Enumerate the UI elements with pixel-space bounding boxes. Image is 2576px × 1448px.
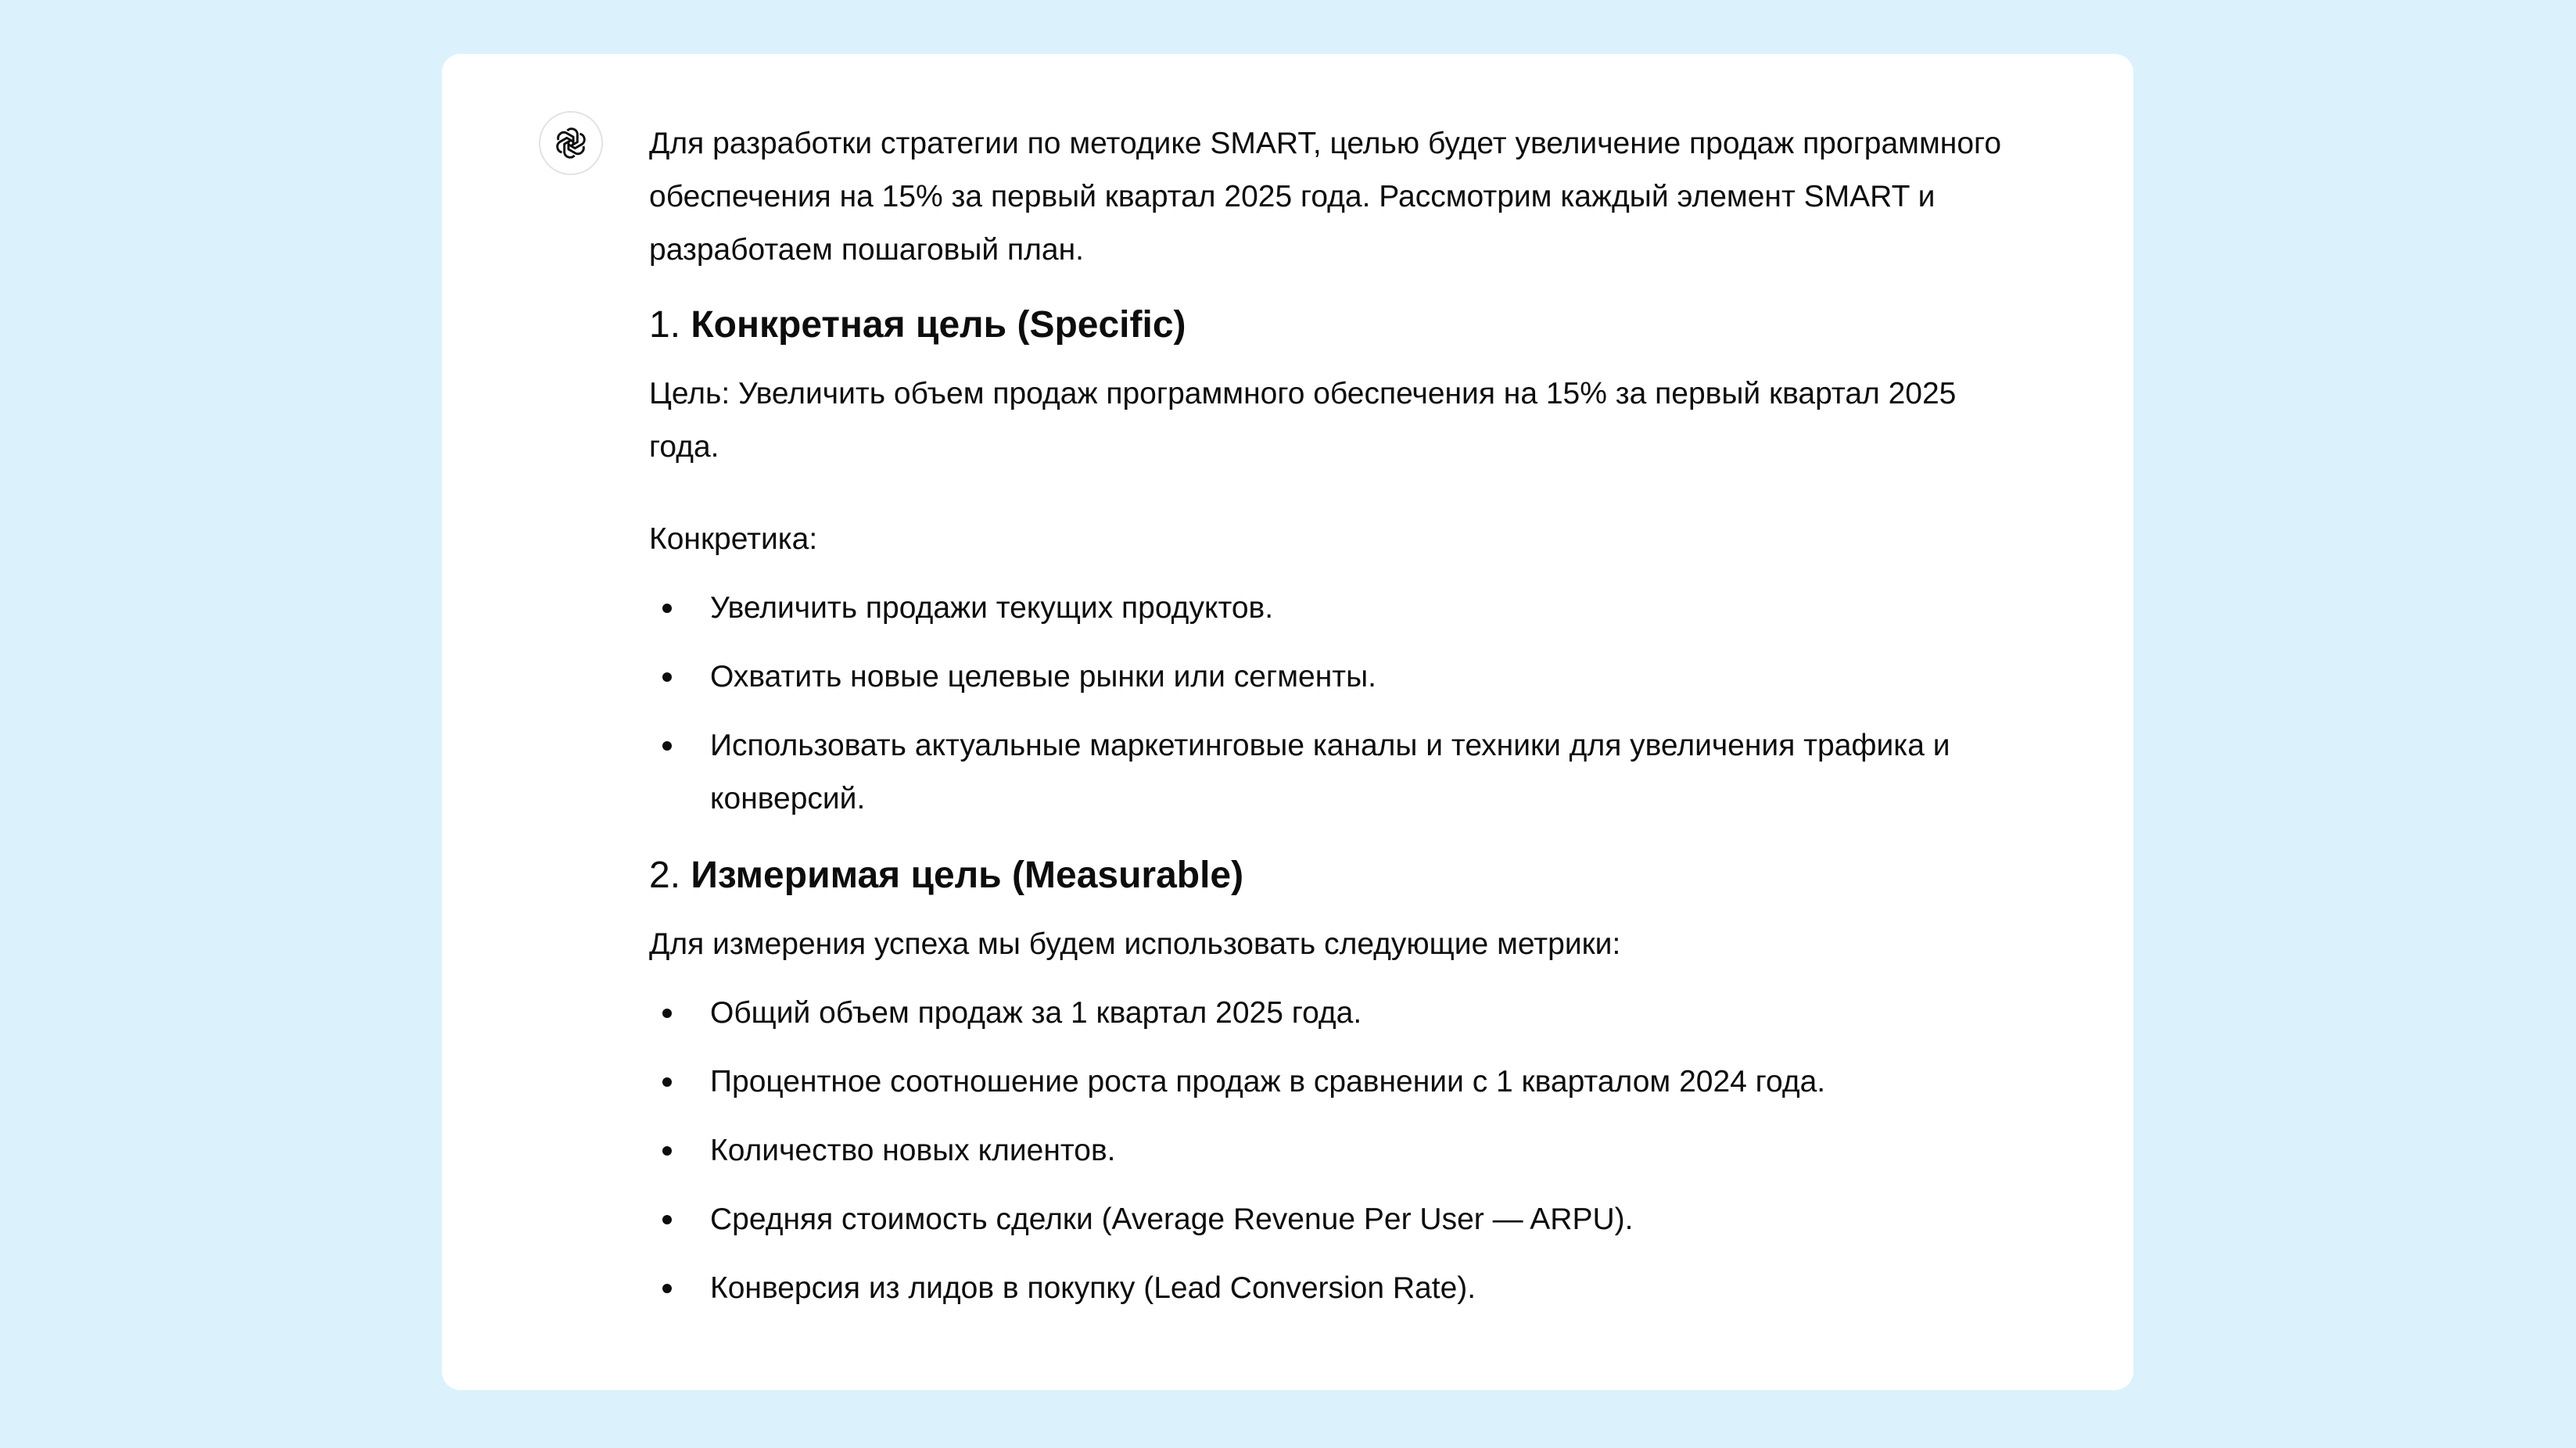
bullet-icon (662, 741, 672, 751)
intro-paragraph: Для разработки стратегии по методике SMART, целью будет увеличение продаж программного обеспечения на 15% за первый квартал 2025 года. Рассмотрим каждый элемент SMART и разработаем пошаговый план. (649, 127, 2002, 267)
list-item: Количество новых клиентов. (649, 1124, 2025, 1177)
section-title: Измеримая цель (Measurable) (691, 855, 1244, 896)
bullet-icon (662, 1077, 672, 1087)
assistant-avatar (539, 111, 603, 175)
bullet-icon (662, 1215, 672, 1224)
list-item: Процентное соотношение роста продаж в сравнении с 1 кварталом 2024 года. (649, 1056, 2025, 1109)
specifics-label: Конкретика: (649, 522, 818, 556)
list-item: Средняя стоимость сделки (Average Revenue Per User — ARPU). (649, 1193, 2025, 1246)
bullet-icon (662, 1146, 672, 1156)
goal-paragraph: Цель: Увеличить объем продаж программного обеспечения на 15% за первый квартал 2025 года. (649, 377, 1957, 464)
list-item: Увеличить продажи текущих продуктов. (649, 582, 2025, 635)
message-content (649, 117, 2025, 1315)
section-number: 2. (649, 855, 681, 896)
bullet-icon (662, 1009, 672, 1018)
list-item: Использовать актуальные маркетинговые каналы и техники для увеличения трафика и конверсий. (649, 719, 2025, 826)
list-item: Конверсия из лидов в покупку (Lead Conversion Rate). (649, 1262, 2025, 1315)
bullet-icon (662, 672, 672, 682)
section-number: 1. (649, 304, 681, 346)
section-heading-specific (649, 299, 2025, 352)
section-title: Конкретная цель (Specific) (691, 304, 1186, 346)
metrics-intro: Для измерения успеха мы будем использовать следующие метрики: (649, 927, 1621, 961)
specifics-list (649, 582, 2025, 826)
bullet-icon (662, 604, 672, 613)
metrics-list (649, 987, 2025, 1315)
section-heading-measurable (649, 849, 2025, 902)
list-item: Общий объем продаж за 1 квартал 2025 года. (649, 987, 2025, 1040)
bullet-icon (662, 1284, 672, 1293)
list-item: Охватить новые целевые рынки или сегменты. (649, 651, 2025, 704)
openai-logo-icon (551, 124, 590, 163)
